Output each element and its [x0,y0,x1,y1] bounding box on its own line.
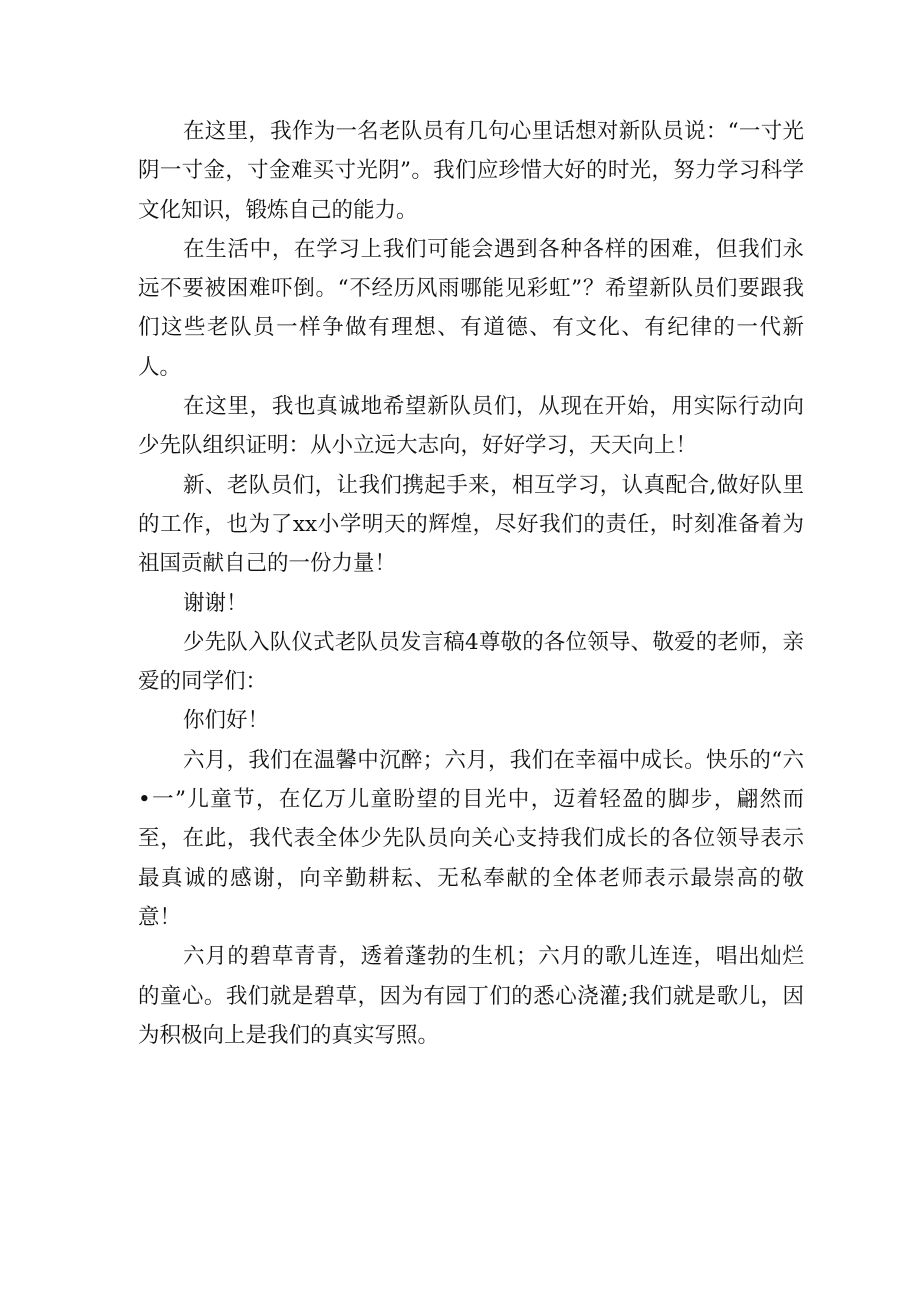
paragraph-june-1: 六月，我们在温馨中沉醉；六月，我们在幸福中成长。快乐的“六•一”儿童节，在亿万儿童盼望的目光中，迈着轻盈的脚步，翩然而至，在此，我代表全体少先队员向关心支持我们成长的各位领导表示最真诚的感谢，向辛勤耕耘、无私奉献的全体老师表示最崇高的敬意！ [138,747,804,930]
paragraph-thanks: 谢谢！ [183,590,248,616]
paragraph-4: 新、老队员们，让我们携起手来，相互学习，认真配合,做好队里的工作，也为了xx小学明天的辉煌，尽好我们的责任，时刻准备着为祖国贡献自己的一份力量！ [138,472,804,577]
document-body [138,112,804,1055]
paragraph-1: 在这里，我作为一名老队员有几句心里话想对新队员说：“一寸光阴一寸金，寸金难买寸光阴”。我们应珍惜大好的时光，努力学习科学文化知识，锻炼自己的能力。 [138,119,804,223]
paragraph-3: 在这里，我也真诚地希望新队员们，从现在开始，用实际行动向少先队组织证明：从小立远大志向，好好学习，天天向上！ [138,394,804,459]
paragraph-greeting: 你们好！ [183,708,270,734]
paragraph-june-2: 六月的碧草青青，透着蓬勃的生机；六月的歌儿连连，唱出灿烂的童心。我们就是碧草，因为有园丁们的悉心浇灌;我们就是歌儿，因为积极向上是我们的真实写照。 [138,944,804,1048]
paragraph-speech-title: 少先队入队仪式老队员发言稿4尊敬的各位领导、敬爱的老师，亲爱的同学们： [138,629,804,695]
paragraph-2: 在生活中，在学习上我们可能会遇到各种各样的困难，但我们永远不要被困难吓倒。“不经历风雨哪能见彩虹”？希望新队员们要跟我们这些老队员一样争做有理想、有道德、有文化、有纪律的一代新人。 [138,236,804,380]
